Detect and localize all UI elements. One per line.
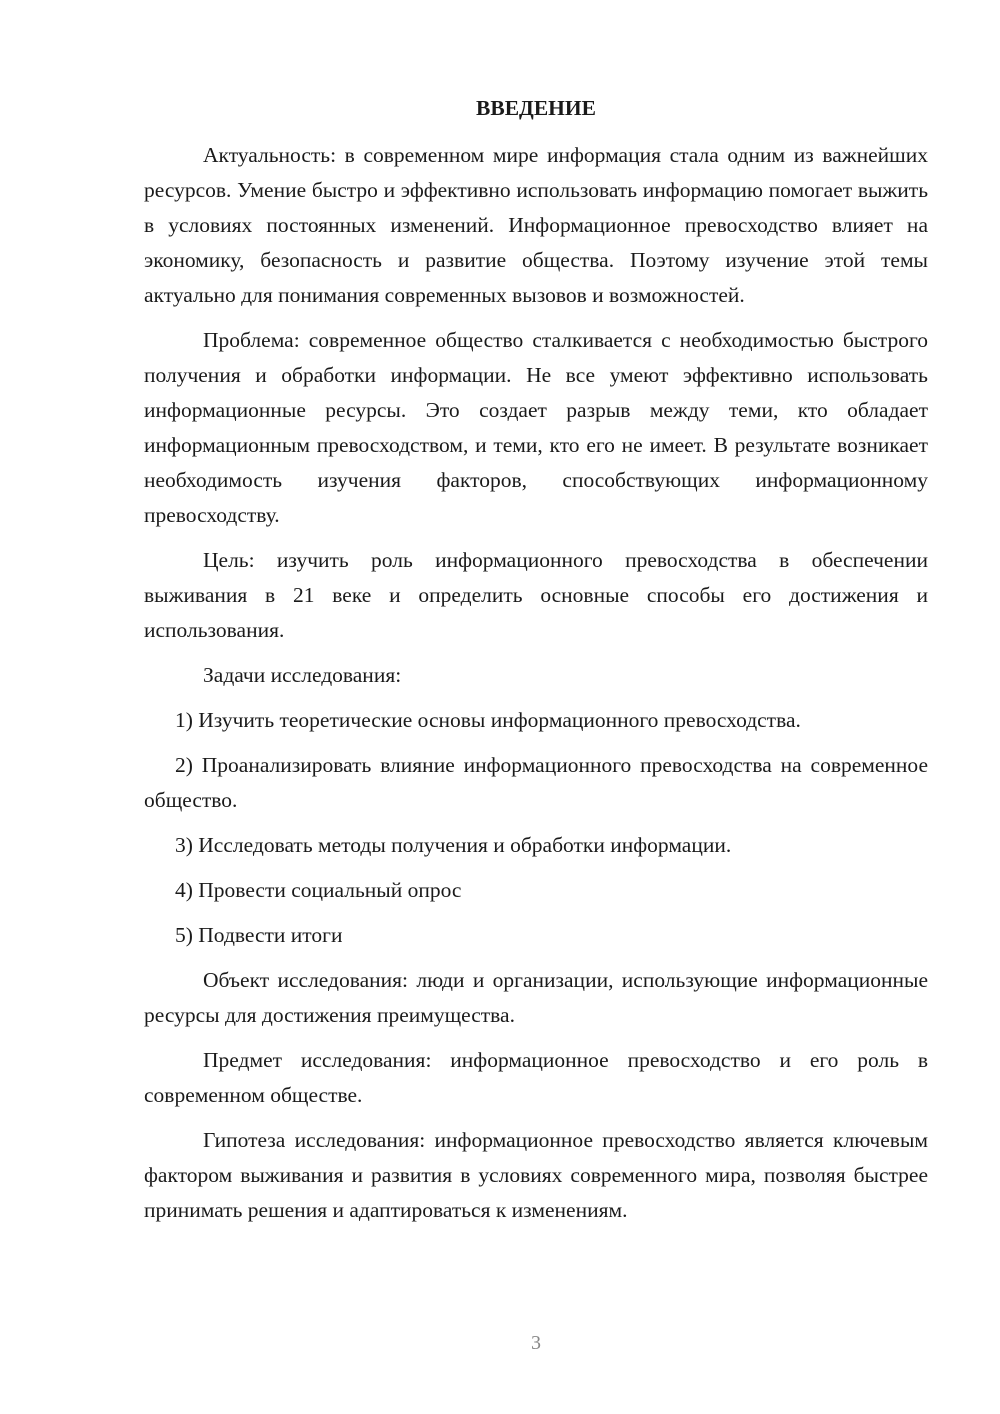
- section-heading: ВВЕДЕНИЕ: [476, 96, 596, 120]
- paragraph-object: Объект исследования: люди и организации, использующие информационные ресурсы для достижения преимущества.: [144, 968, 928, 1027]
- task-item-2: 2) Проанализировать влияние информационного превосходства на современное общество.: [144, 753, 928, 812]
- task-item-1: 1) Изучить теоретические основы информационного превосходства.: [175, 708, 801, 732]
- paragraph-relevance: Актуальность: в современном мире информация стала одним из важнейших ресурсов. Умение быстро и эффективно использовать информацию помогает выжить в условиях постоянных изменений. Информационное превосходство влияет на экономику, безопасность и развитие общества. Поэтому изучение этой темы актуально для понимания современных вызовов и возможностей.: [144, 143, 928, 307]
- paragraph-hypothesis: Гипотеза исследования: информационное превосходство является ключевым фактором выживания и развития в условиях современного мира, позволяя быстрее принимать решения и адаптироваться к изменениям.: [144, 1128, 928, 1222]
- page-number: 3: [531, 1332, 541, 1354]
- task-item-4: 4) Провести социальный опрос: [175, 878, 462, 902]
- document-page: [144, 88, 928, 1238]
- task-item-3: 3) Исследовать методы получения и обработки информации.: [175, 833, 732, 857]
- tasks-list: [144, 703, 928, 953]
- task-item-5: 5) Подвести итоги: [175, 923, 343, 947]
- paragraph-problem: Проблема: современное общество сталкивается с необходимостью быстрого получения и обработки информации. Не все умеют эффективно использовать информационные ресурсы. Это создает разрыв между теми, кто обладает информационным превосходством, и теми, кто его не имеет. В результате возникает необходимость изучения факторов, способствующих информационному превосходству.: [144, 328, 928, 527]
- tasks-title: Задачи исследования:: [203, 663, 402, 687]
- paragraph-goal: Цель: изучить роль информационного превосходства в обеспечении выживания в 21 веке и определить основные способы его достижения и использования.: [144, 548, 928, 642]
- paragraph-subject: Предмет исследования: информационное превосходство и его роль в современном обществе.: [144, 1048, 928, 1107]
